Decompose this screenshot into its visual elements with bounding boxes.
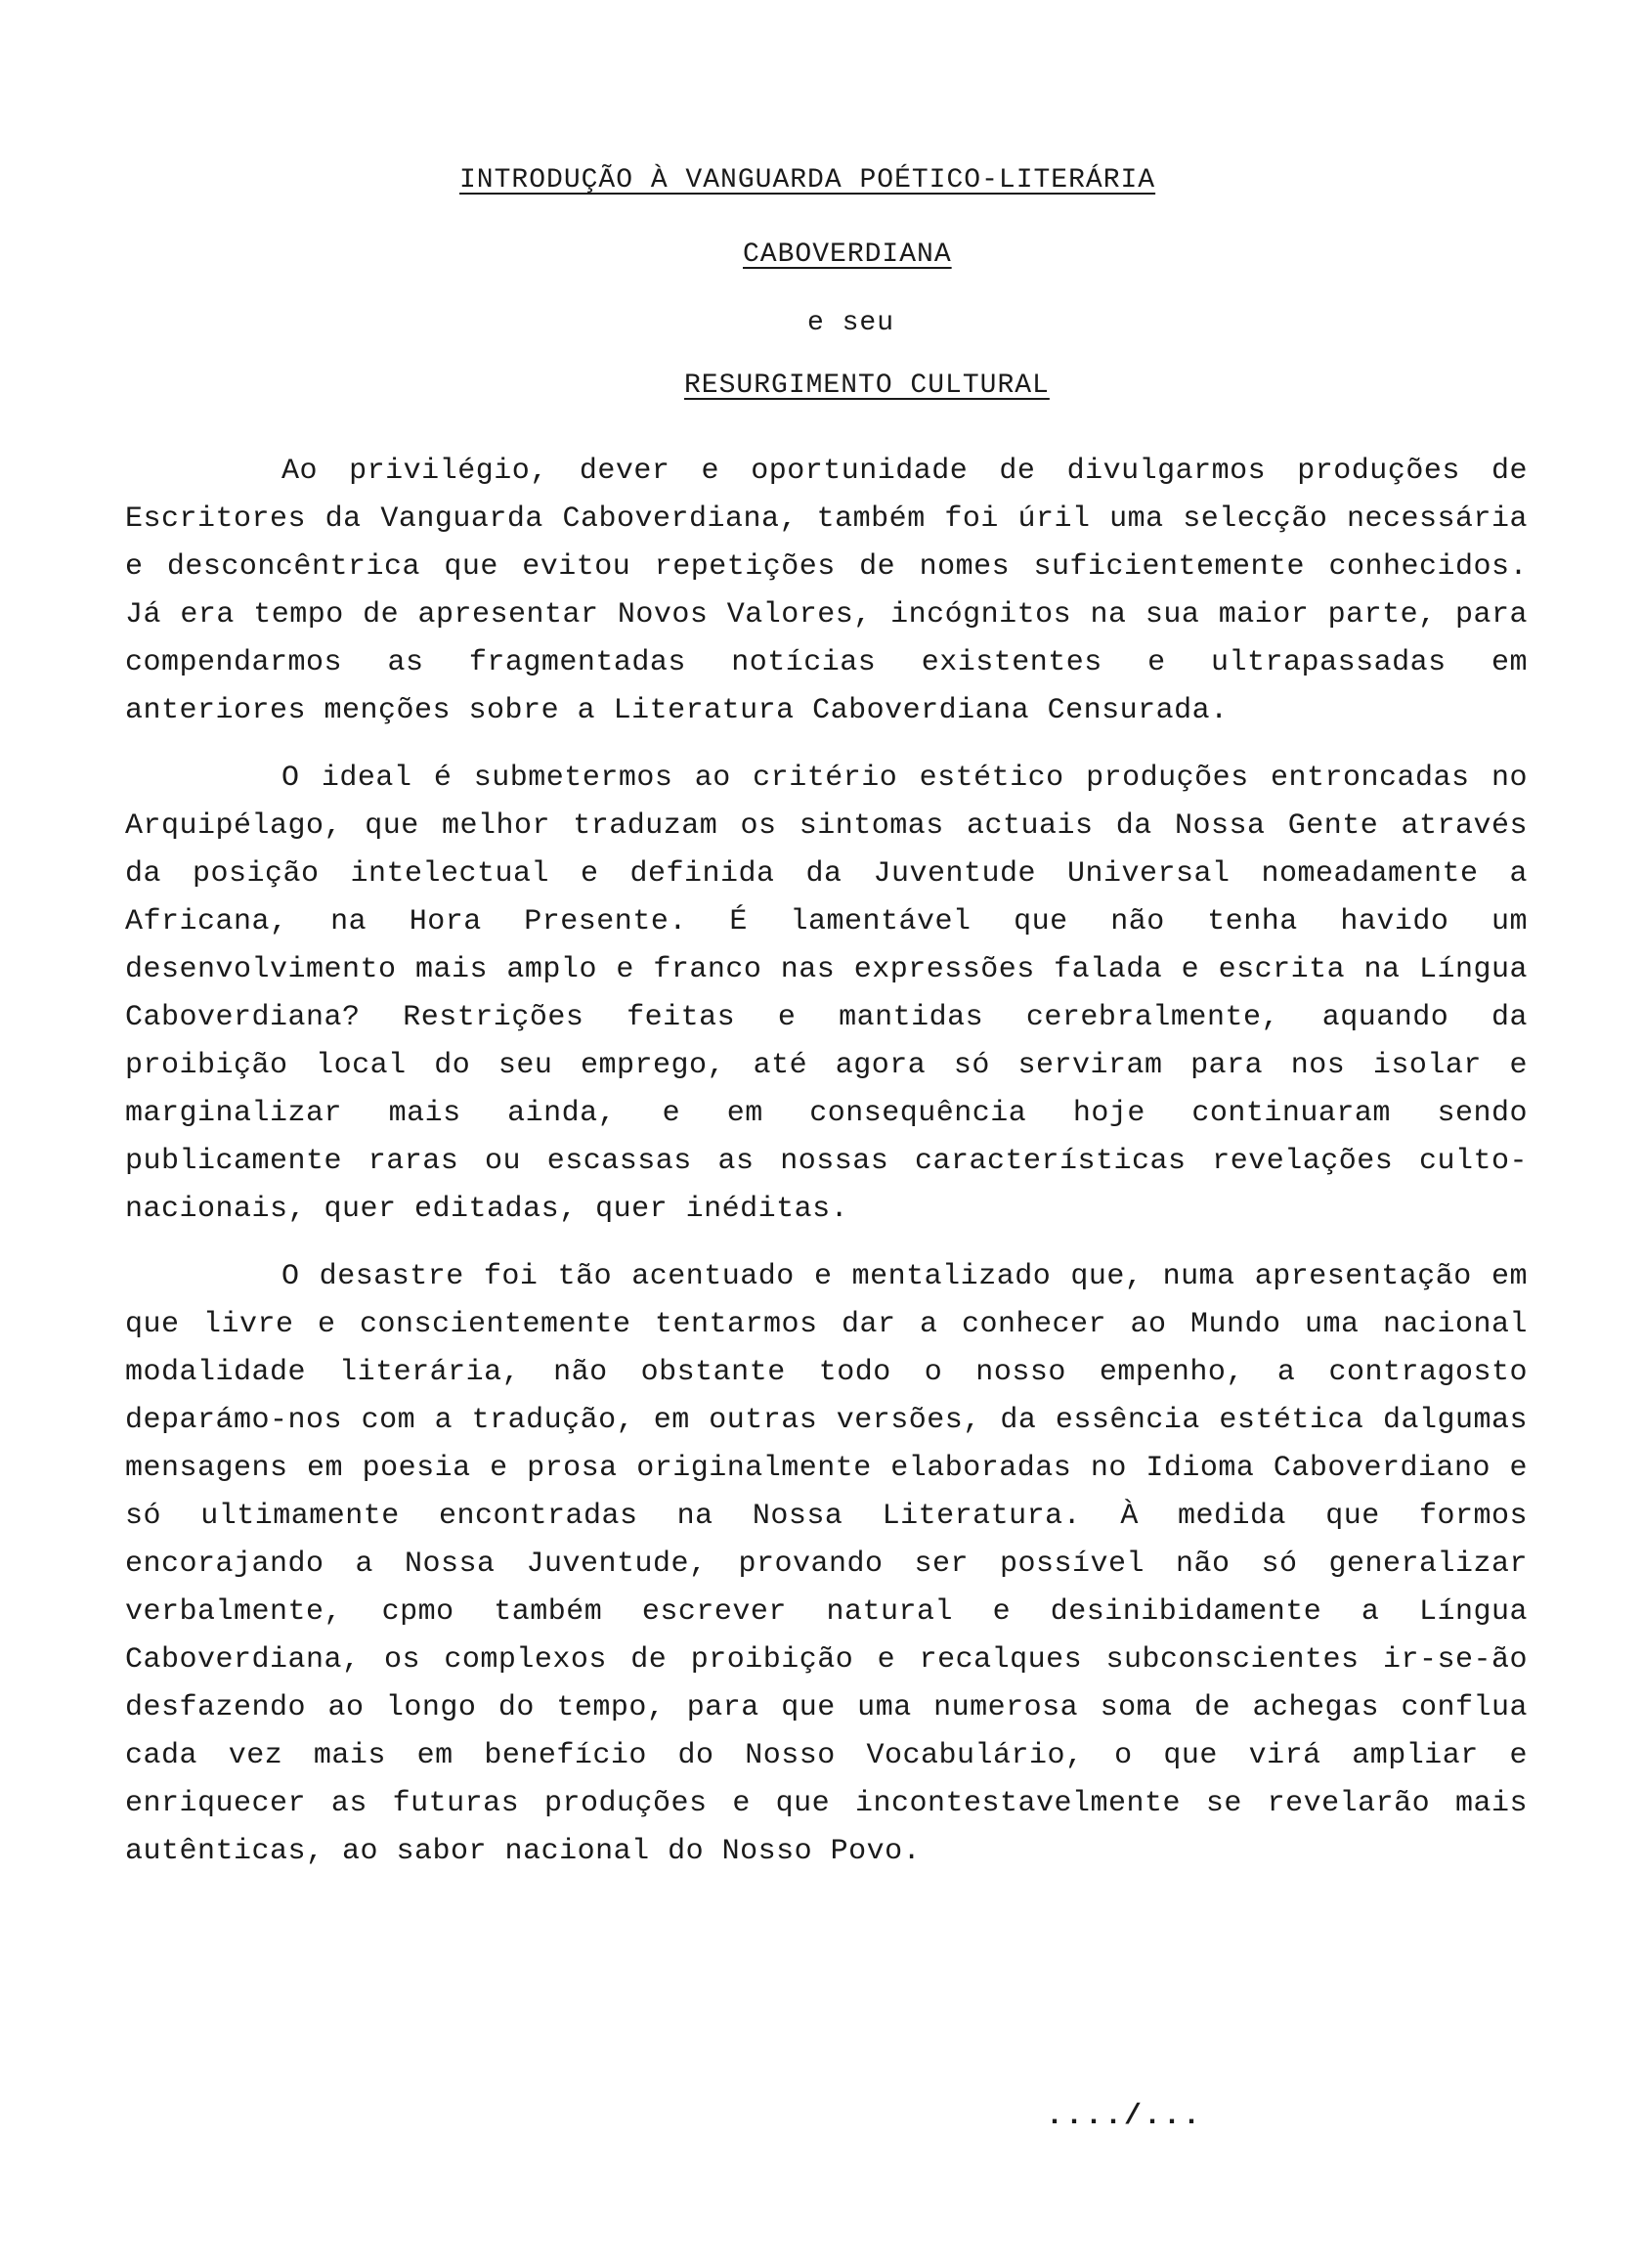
document-body [125, 448, 1528, 1896]
continuation-mark: ..../... [1046, 2100, 1203, 2133]
paragraph-2: O ideal é submetermos ao critério estético produções entroncadas no Arquipélago, que melhor traduzam os sintomas actuais da Nossa Gente através da posição intelectual e definida da Juventude Universal nomeadamente a Africana, na Hora Presente. É lamentável que não tenha havido um desenvolvimento mais amplo e franco nas expressões falada e escrita na Língua Caboverdiana? Restrições feitas e mantidas cerebralmente, aquando da proibição local do seu emprego, até agora só serviram para nos isolar e marginalizar mais ainda, e em consequência hoje continuaram sendo publicamente raras ou escassas as nossas características revelações culto-nacionais, quer editadas, quer inéditas. [125, 762, 1528, 1226]
paragraph-1: Ao privilégio, dever e oportunidade de divulgarmos produções de Escritores da Vanguarda Caboverdiana, também foi úril uma selecção necessária e desconcêntrica que evitou repetições de nomes suficientemente conhecidos. Já era tempo de apresentar Novos Valores, incógnitos na sua maior parte, para compendarmos as fragmentadas notícias existentes e ultrapassadas em anteriores menções sobre a Literatura Caboverdiana Censurada. [125, 455, 1528, 727]
title-line-1: INTRODUÇÃO À VANGUARDA POÉTICO-LITERÁRIA [459, 165, 1156, 196]
title-line-2: CABOVERDIANA [743, 240, 952, 270]
paragraph-3: O desastre foi tão acentuado e mentalizado que, numa apresentação em que livre e conscientemente tentarmos dar a conhecer ao Mundo uma nacional modalidade literária, não obstante todo o nosso empenho, a contragosto deparámo-nos com a tradução, em outras versões, da essência estética dalgumas mensagens em poesia e prosa originalmente elaboradas no Idioma Caboverdiano e só ultimamente encontradas na Nossa Literatura. À medida que formos encorajando a Nossa Juventude, provando ser possível não só generalizar verbalmente, cpmo também escrever natural e desinibidamente a Língua Caboverdiana, os complexos de proibição e recalques subconscientes ir-se-ão desfazendo ao longo do tempo, para que uma numerosa soma de achegas conflua cada vez mais em benefício do Nosso Vocabulário, o que virá ampliar e enriquecer as futuras produções e que incontestavelmente se revelarão mais autênticas, ao sabor nacional do Nosso Povo. [125, 1260, 1528, 1868]
title-line-4: RESURGIMENTO CULTURAL [684, 371, 1050, 401]
title-line-3: e seu [807, 308, 895, 338]
